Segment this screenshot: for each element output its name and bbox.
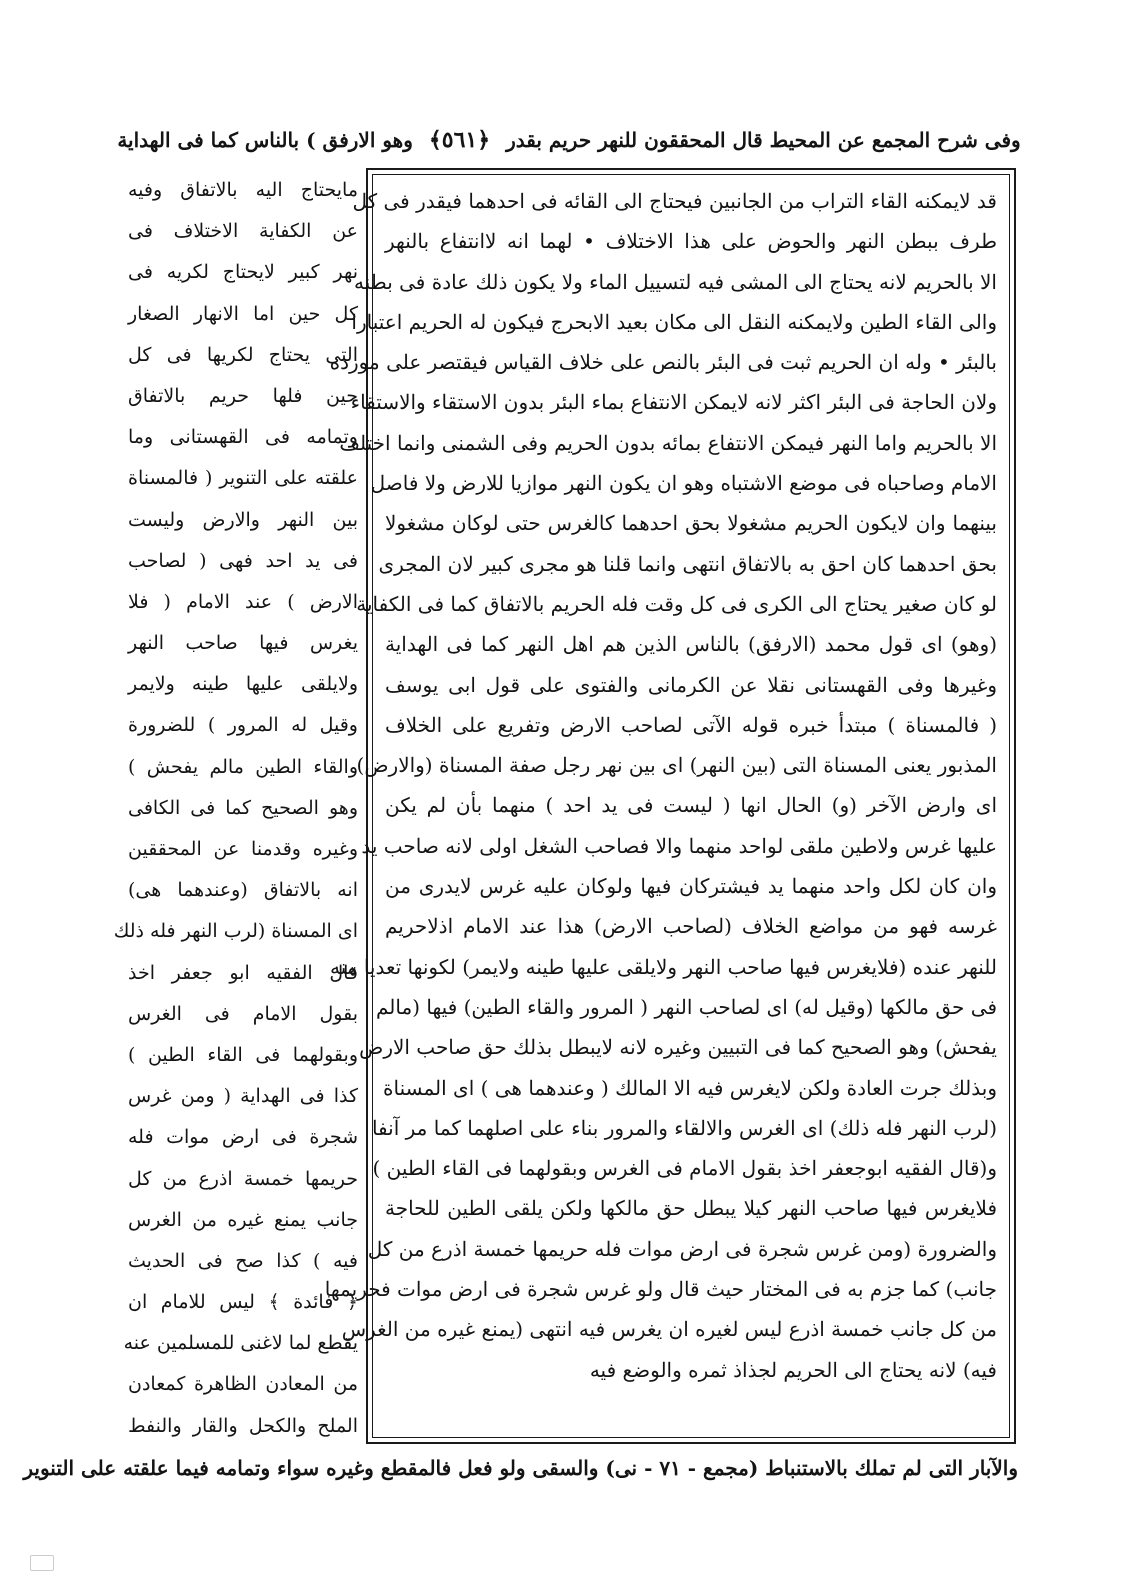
main-line: بالبئر • وله ان الحريم ثبت فى البئر بالنص على خلاف القياس فيقتصر على مورده [329,350,997,375]
main-line: فى حق مالكها (وقيل له) اى لصاحب النهر ( المرور والقاء الطين) فيها (مالم [375,994,997,1019]
side-line: فى يد احد فهى ( لصاحب [128,549,358,572]
scan-mark [30,1555,54,1571]
main-line: للنهر عنده (فلايغرس فيها صاحب النهر ولايلقى عليها طينه ولايمر) لكونها تعديا منه [329,954,997,979]
main-line: والضرورة (ومن غرس شجرة فى ارض موات فله حريمها خمسة اذرع من كل [367,1236,997,1261]
main-text-frame [324,168,1016,1444]
main-line: من كل جانب خمسة اذرع ليس لغيره ان يغرس فيه انتهى (يمنع غيره من الغرس [341,1317,997,1342]
side-line: ولايلقى عليها طينه ولايمر [128,673,358,696]
side-line: الارض ) عند الامام ( فلا [128,590,358,613]
main-line: و(قال الفقيه ابوجعفر اخذ بقول الامام فى الغرس وبقولهما فى القاء الطين ) [372,1156,997,1181]
main-line: طرف ببطن النهر والحوض على هذا الاختلاف • لهما انه لاانتفاع بالنهر [385,229,997,254]
main-line: المذبور يعنى المسناة التى (بين النهر) اى بين نهر رجل صفة المسناة (والارض) [356,753,997,778]
main-line: يفحش) وهو الصحيح كما فى التبيين وغيره لانه لايبطل بذلك حق صاحب الارض [359,1035,997,1060]
footer-text: والآبار التى لم تملك بالاستنباط (مجمع - ٧١ - نى) والسقى ولو فعل فالمقطع وغيره سواء وتمامه فيما علقته على التنوير [23,1456,1018,1480]
side-line: حريمها خمسة اذرع من كل [128,1167,358,1190]
main-line: لو كان صغير يحتاج الى الكرى فى كل وقت فله الحريم بالاتفاق كما فى الكفاية [356,591,997,616]
main-line: ( فالمسناة ) مبتدأ خبره قوله الآتى لصاحب الارض وتفريع على الخلاف [385,712,997,737]
side-line: جانب يمنع غيره من الغرس [128,1208,358,1231]
side-line: يقطع لما لاغنى للمسلمين عنه [123,1332,358,1355]
main-line: وبذلك جرت العادة ولكن لايغرس فيه الا المالك ( وعندهما هى ) اى المسناة [383,1075,997,1100]
side-line: وقيل له المرور ) للضرورة [128,714,358,737]
header-text-right: وهو الارفق ) بالناس كما فى الهداية [117,128,413,152]
side-line: شجرة فى ارض موات فله [128,1126,358,1149]
side-line: بين النهر والارض وليست [128,508,358,531]
main-line: فلايغرس فيها صاحب النهر كيلا يبطل حق مالكها ولكن يلقى الطين للحاجة [385,1196,997,1221]
side-line: بقول الامام فى الغرس [128,1002,358,1025]
side-line: والقاء الطين مالم يفحش ) [128,755,358,778]
side-line: من المعادن الظاهرة كمعادن [128,1373,358,1396]
main-line: بحق احدهما كان احق به بالاتفاق انتهى وانما قلنا هو مجرى كبير لان المجرى [378,551,997,576]
main-line: (لرب النهر فله ذلك) اى الغرس والالقاء والمرور بناء على اصلهما كما مر آنفا [371,1115,997,1140]
side-line: قال الفقيه ابو جعفر اخذ [128,961,358,984]
side-line: كذا فى الهداية ( ومن غرس [128,1085,358,1108]
main-line: قد لايمكنه القاء التراب من الجانبين فيحتاج الى القائه فى احدهما فيقدر فى كل [352,189,997,213]
main-line: بينهما وان لايكون الحريم مشغولا بحق احدهما كالغرس حتى لوكان مشغولا [385,511,997,536]
side-line: الملح والكحل والقار والنفط [128,1414,358,1437]
side-line: وغيره وقدمنا عن المحققين [128,838,358,860]
main-line: عليها غرس ولاطين ملقى لواحد منهما والا فصاحب الشغل اولى لانه صاحب يد [361,833,997,858]
side-line: نهر كبير لايحتاج لكريه فى [128,261,358,284]
main-text-frame-inner [324,174,1010,1438]
main-line: الامام وصاحباه فى موضع الاشتباه وهو ان يكون النهر موازيا للارض ولا فاصل [370,471,997,496]
side-line: اى المسناة (لرب النهر فله ذلك [113,920,358,943]
main-line: (وهو) اى قول محمد (الارفق) بالناس الذين هم اهل النهر كما فى الهداية [385,632,997,657]
side-line: علقته على التنوير ( فالمسناة [128,467,358,490]
page-number: ﴿٥٦١﴾ [428,127,491,153]
main-line: اى وارض الآخر (و) الحال انها ( ليست فى يد احد ) منهما بأن لم يكن [385,793,997,818]
header-text-left: وفى شرح المجمع عن المحيط قال المحققون للنهر حريم بقدر [506,128,1021,152]
side-line: مايحتاج اليه بالاتفاق وفيه [128,179,358,201]
side-line: وبقولهما فى القاء الطين ) [128,1043,358,1066]
side-line: التى يحتاج لكريها فى كل [128,343,358,366]
side-line: فيه ) كذا صح فى الحديث [128,1249,358,1272]
side-line: حين فلها حريم بالاتفاق [128,384,358,407]
margin-commentary [113,170,358,1448]
main-line: والى القاء الطين ولايمكنه النقل الى مكان بعيد الابحرج فيكون له الحريم اعتبارا [351,309,997,334]
side-line: انه بالاتفاق (وعندهما هى) [128,879,358,902]
side-line: عن الكفاية الاختلاف فى [128,220,358,243]
running-header [117,122,1021,158]
main-line: جانب) كما جزم به فى المختار حيث قال ولو غرس شجرة فى ارض موات فحريمها [324,1277,997,1302]
side-line: يغرس فيها صاحب النهر [128,632,358,655]
main-line: وان كان لكل واحد منهما يد فيشتركان فيها ولوكان عليه غرس لايدرى من [385,874,997,899]
main-line: الا بالحريم لانه يحتاج الى المشى فيه لتسييل الماء ولا يكون ذلك عادة فى بطنه [354,269,997,294]
main-text-body [324,181,998,1390]
side-line: ﴿ فائدة ﴾ ليس للامام ان [128,1291,358,1314]
main-line: غرسه فهو من مواضع الخلاف (لصاحب الارض) هذا عند الامام اذلاحريم [385,914,997,939]
main-line: الا بالحريم واما النهر فيمكن الانتفاع بمائه بدون الحريم وفى الشمنى وانما اختلف [339,430,997,455]
side-line: كل حين اما الانهار الصغار [128,302,358,325]
main-line: ولان الحاجة فى البئر اكثر لانه لايمكن الانتفاع بماء البئر بدون الاستقاء والاستقاء [350,390,997,415]
main-line: وغيرها وفى القهستانى نقلا عن الكرمانى والفتوى على قول ابى يوسف [385,672,998,697]
main-line: فيه) لانه يحتاج الى الحريم لجذاذ ثمره والوضع فيه [589,1357,997,1382]
side-line: وتمامه فى القهستانى وما [128,426,358,449]
side-line: وهو الصحيح كما فى الكافى [128,796,358,819]
